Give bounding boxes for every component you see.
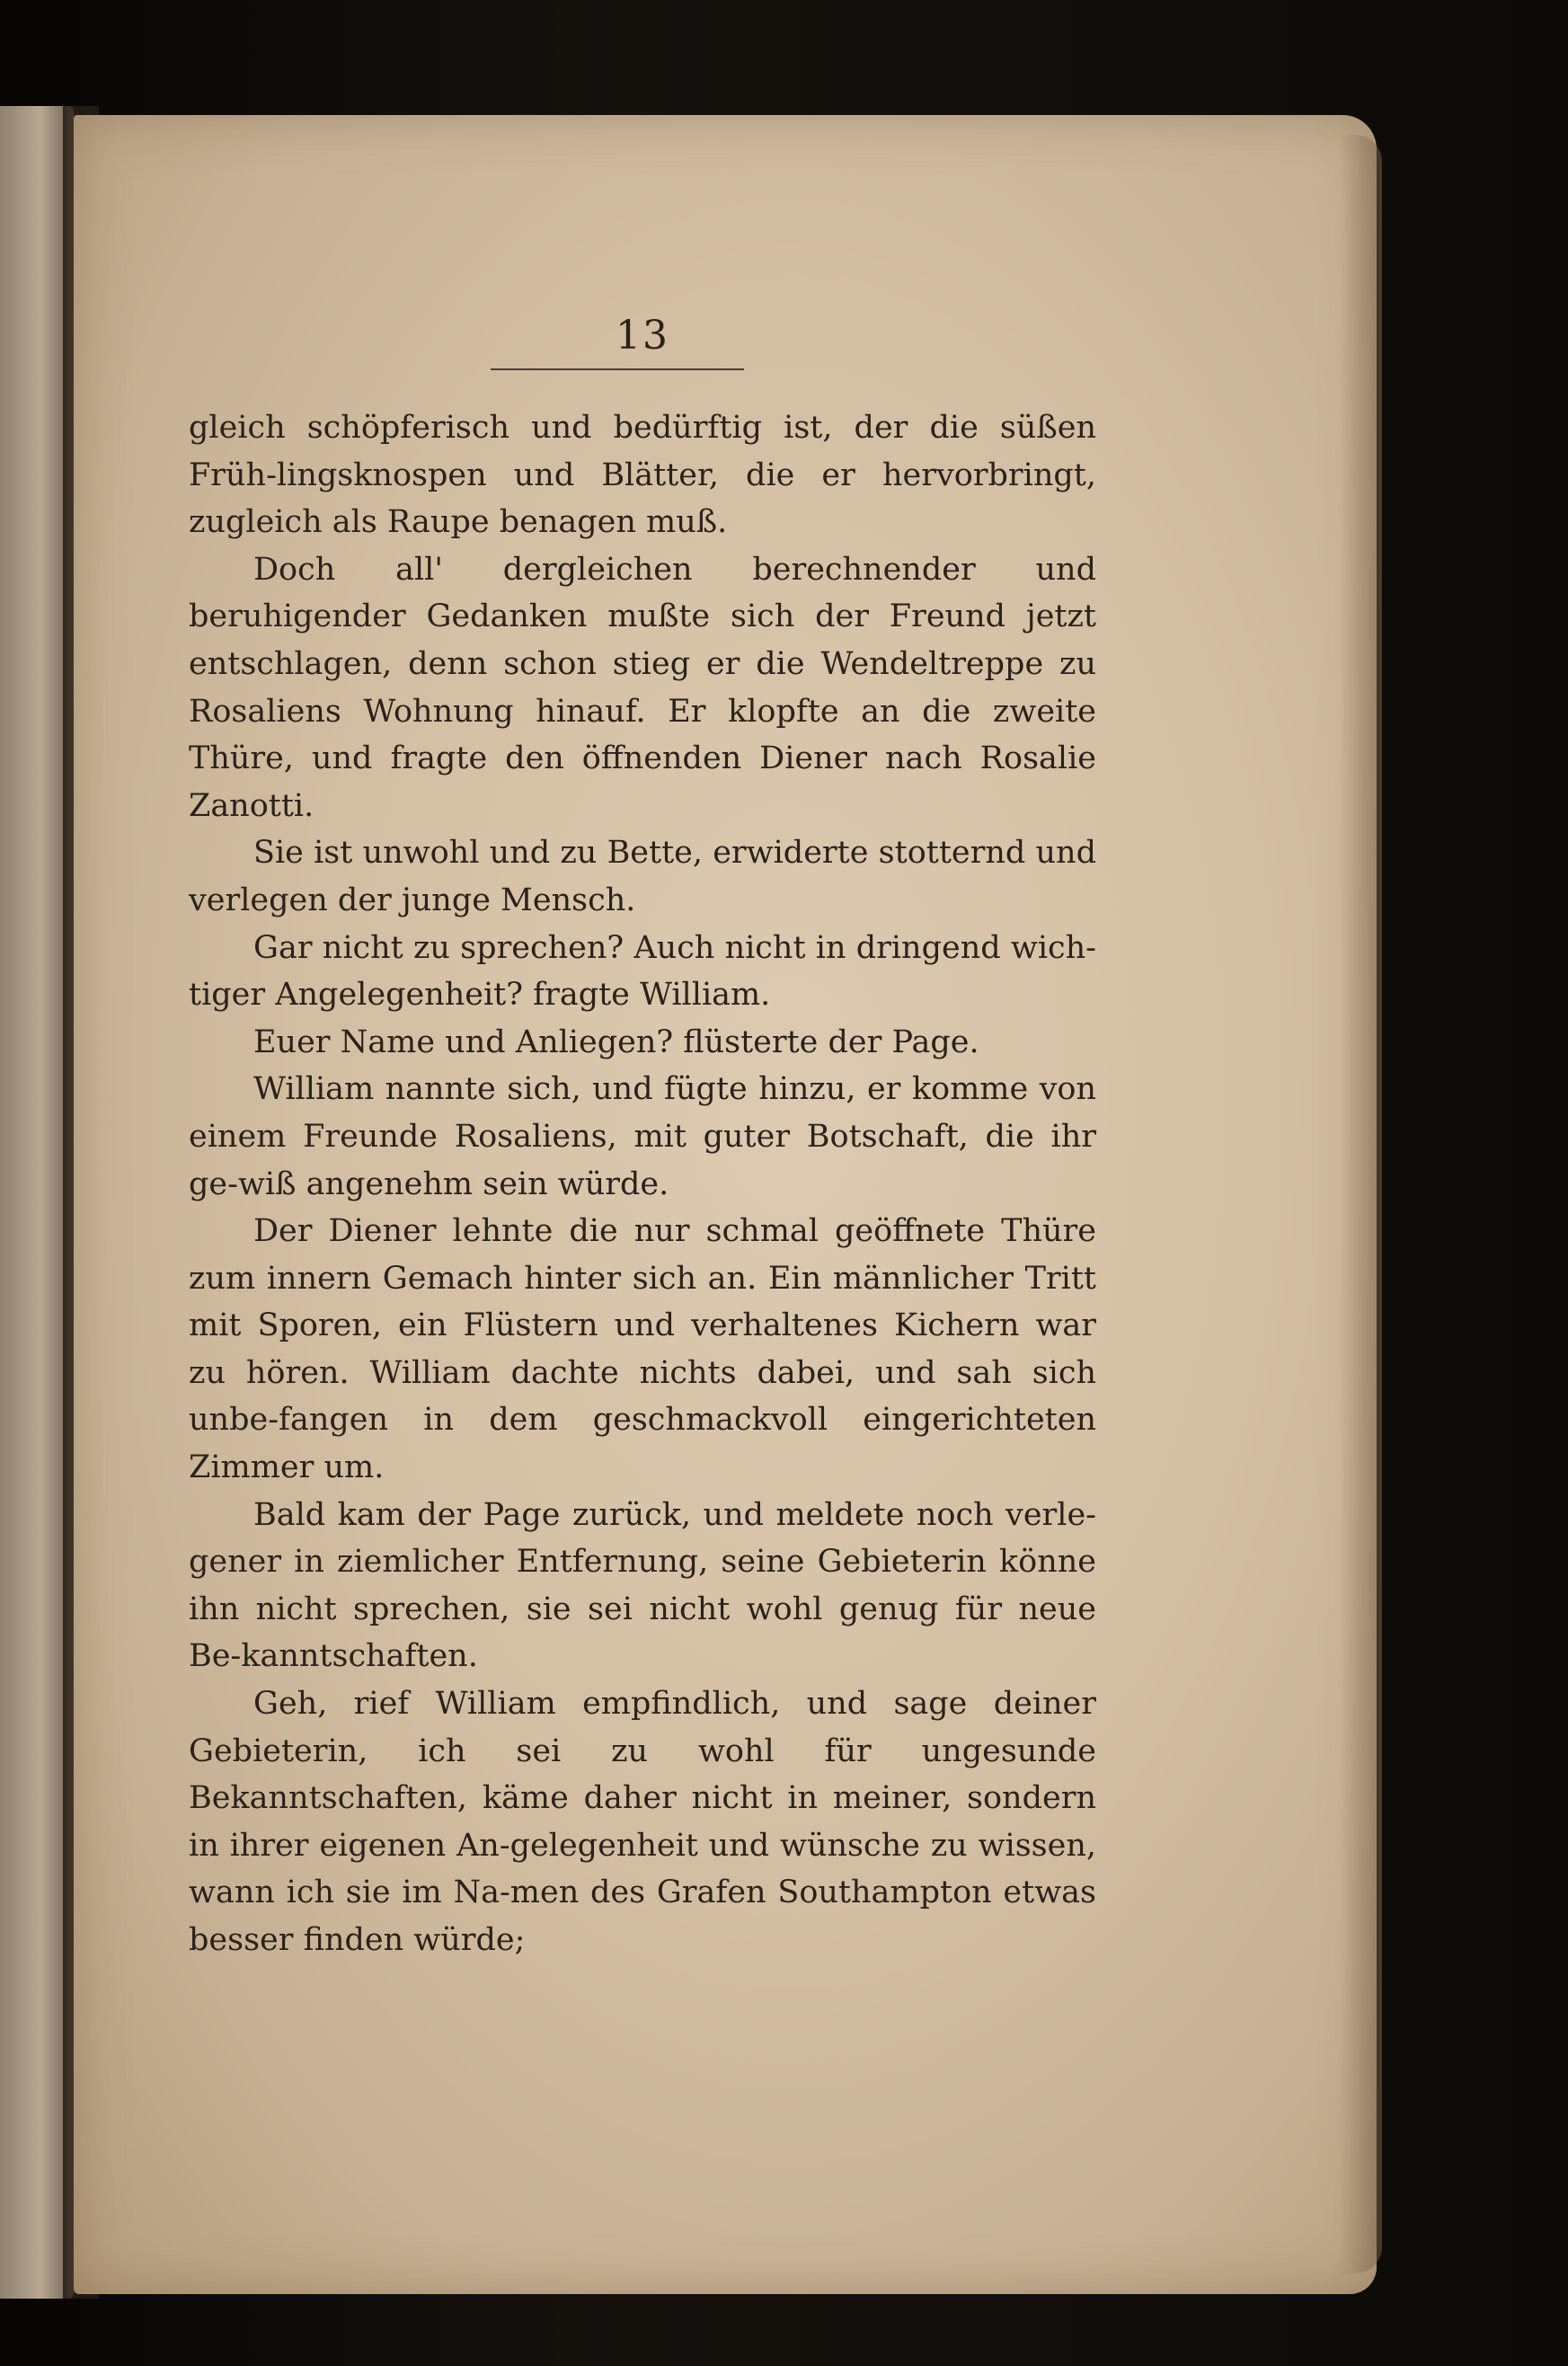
- paragraph: Doch all' dergleichen berechnender und beruhigender Gedanken mußte sich der Freund jetzt entschlagen, denn schon stieg er die Wendeltreppe zu Rosaliens Wohnung hinauf. Er klopfte an die zweite Thüre, und fragte den öffnenden Diener nach Rosalie Zanotti.: [189, 551, 1096, 824]
- paragraph: Geh, rief William empfindlich, und sage deiner Gebieterin, ich sei zu wohl für ungesunde Bekanntschaften, käme daher nicht in meiner, sondern in ihrer eigenen An-gelegenheit und wünsche zu wissen, wann ich sie im Na-men des Grafen Southampton etwas besser finden würde;: [189, 1686, 1096, 1958]
- paragraph: Euer Name und Anliegen? flüsterte der Page.: [253, 1023, 979, 1060]
- paragraph: Der Diener lehnte die nur schmal geöffnete Thüre zum innern Gemach hinter sich an. Ein männlicher Tritt mit Sporen, ein Flüstern und verhaltenes Kichern war zu hören. William dachte nichts dabei, und sah sich unbe-fangen in dem geschmackvoll eingerichteten Zimmer um.: [189, 1213, 1096, 1486]
- text-body: [189, 404, 1096, 1964]
- paragraph: William nannte sich, und fügte hinzu, er komme von einem Freunde Rosaliens, mit guter Botschaft, die ihr ge-wiß angenehm sein würde.: [189, 1071, 1096, 1202]
- header-rule: [491, 368, 744, 370]
- page-fore-edge: [1339, 135, 1382, 2273]
- paragraph: Sie ist unwohl und zu Bette, erwiderte stotternd und verlegen der junge Mensch.: [189, 835, 1096, 918]
- paragraph: Gar nicht zu sprechen? Auch nicht in dringend wich-tiger Angelegenheit? fragte William.: [189, 929, 1096, 1014]
- page-number: 13: [616, 313, 669, 359]
- paragraph: gleich schöpferisch und bedürftig ist, der die süßen Früh-lingsknospen und Blätter, die er hervorbringt, zugleich als Raupe benagen muß.: [189, 410, 1096, 541]
- paragraph: Bald kam der Page zurück, und meldete noch verle-gener in ziemlicher Entfernung, seine Gebieterin könne ihn nicht sprechen, sie sei nicht wohl genug für neue Be-kanntschaften.: [189, 1496, 1096, 1675]
